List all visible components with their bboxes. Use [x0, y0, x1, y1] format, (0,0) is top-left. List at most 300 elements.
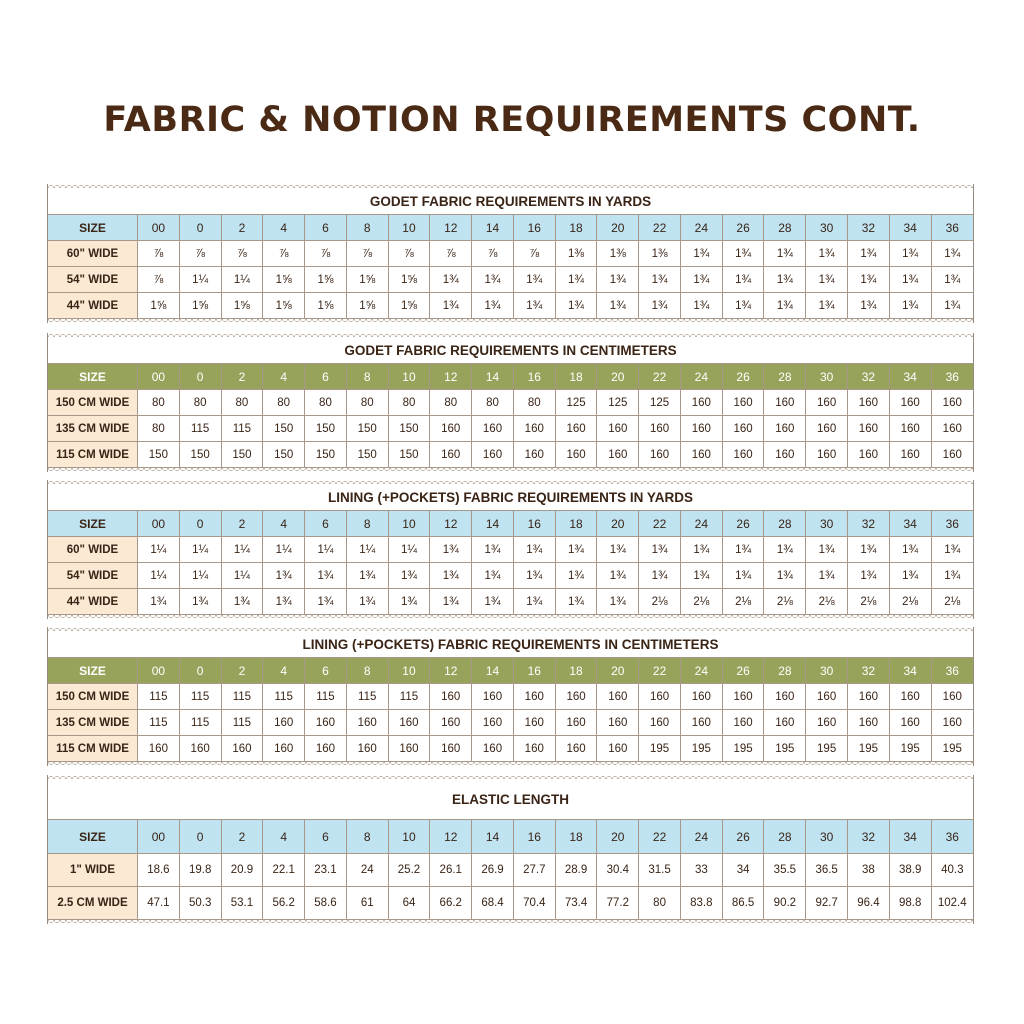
- table-cell: 195: [889, 736, 931, 762]
- table-cell: 160: [680, 416, 722, 442]
- size-header-cell: 22: [639, 364, 681, 390]
- table-cell: 1¾: [848, 293, 890, 319]
- table-cell: 1⅜: [639, 241, 681, 267]
- table-cell: 160: [764, 390, 806, 416]
- size-header-cell: 18: [555, 215, 597, 241]
- table-cell: 160: [680, 684, 722, 710]
- table-cell: 1¼: [138, 563, 180, 589]
- table-cell: 115: [221, 416, 263, 442]
- table-cell: 1¾: [848, 267, 890, 293]
- table-cell: 160: [597, 710, 639, 736]
- table-cell: 160: [430, 684, 472, 710]
- size-header-cell: 24: [680, 511, 722, 537]
- table-cell: 1¾: [388, 589, 430, 615]
- table-cell: 160: [806, 442, 848, 468]
- size-header-cell: 28: [764, 215, 806, 241]
- size-header-cell: 18: [555, 511, 597, 537]
- table-cell: 160: [931, 684, 973, 710]
- table-cell: 1¾: [680, 241, 722, 267]
- table-cell: 160: [722, 442, 764, 468]
- table-cell: 150: [263, 416, 305, 442]
- table-cell: ⅞: [430, 241, 472, 267]
- table-cell: 83.8: [680, 887, 722, 920]
- lining-yards-chart: [47, 480, 974, 619]
- row-label: 2.5 CM WIDE: [48, 887, 138, 920]
- table-cell: ⅞: [138, 267, 180, 293]
- table-cell: 1¾: [764, 293, 806, 319]
- row-label: 115 CM WIDE: [48, 736, 138, 762]
- table-cell: 1¾: [472, 293, 514, 319]
- requirements-table: [48, 657, 973, 762]
- godet-cm-chart: [47, 333, 974, 472]
- table-title: GODET FABRIC REQUIREMENTS IN YARDS: [369, 194, 652, 209]
- size-header-cell: 6: [305, 658, 347, 684]
- table-cell: ⅞: [346, 241, 388, 267]
- table-cell: 1¾: [472, 589, 514, 615]
- table-cell: 77.2: [597, 887, 639, 920]
- table-cell: 160: [764, 710, 806, 736]
- table-cell: 160: [848, 442, 890, 468]
- size-header-cell: 36: [931, 658, 973, 684]
- size-header-cell: 22: [639, 511, 681, 537]
- table-cell: 160: [848, 710, 890, 736]
- table-cell: 2⅛: [889, 589, 931, 615]
- table-cell: 1¾: [931, 293, 973, 319]
- table-cell: 2⅛: [639, 589, 681, 615]
- table-cell: 160: [764, 684, 806, 710]
- table-cell: 115: [179, 684, 221, 710]
- table-cell: 1¾: [764, 267, 806, 293]
- table-cell: 160: [555, 684, 597, 710]
- size-header-cell: 8: [346, 215, 388, 241]
- table-title: GODET FABRIC REQUIREMENTS IN CENTIMETERS: [344, 343, 677, 358]
- table-cell: ⅞: [138, 241, 180, 267]
- table-cell: 80: [513, 390, 555, 416]
- table-cell: ⅞: [472, 241, 514, 267]
- table-cell: ⅞: [513, 241, 555, 267]
- requirements-table: [48, 214, 973, 319]
- table-cell: 160: [555, 416, 597, 442]
- table-cell: 1¾: [138, 589, 180, 615]
- table-cell: 1⅝: [388, 267, 430, 293]
- table-cell: 160: [346, 736, 388, 762]
- size-header-cell: 6: [305, 820, 347, 854]
- table-cell: 160: [722, 710, 764, 736]
- table-cell: 160: [472, 442, 514, 468]
- table-cell: 160: [430, 416, 472, 442]
- table-row: [48, 267, 973, 293]
- table-cell: 18.6: [138, 854, 180, 887]
- size-header-cell: 0: [179, 658, 221, 684]
- table-cell: 150: [388, 442, 430, 468]
- table-cell: 1⅝: [305, 267, 347, 293]
- table-cell: 1¾: [806, 563, 848, 589]
- table-cell: 160: [472, 684, 514, 710]
- size-header-cell: 00: [138, 658, 180, 684]
- table-cell: ⅞: [388, 241, 430, 267]
- table-cell: 58.6: [305, 887, 347, 920]
- table-cell: 160: [597, 684, 639, 710]
- table-cell: 160: [513, 684, 555, 710]
- size-header-cell: 34: [889, 215, 931, 241]
- row-label: 1" WIDE: [48, 854, 138, 887]
- table-cell: 80: [138, 390, 180, 416]
- table-cell: 1¾: [555, 589, 597, 615]
- size-header-cell: 20: [597, 364, 639, 390]
- table-cell: 19.8: [179, 854, 221, 887]
- size-header-cell: 14: [472, 658, 514, 684]
- table-cell: ⅞: [305, 241, 347, 267]
- size-header-cell: 34: [889, 511, 931, 537]
- size-header-cell: 16: [513, 215, 555, 241]
- table-cell: 26.1: [430, 854, 472, 887]
- table-cell: 1¼: [346, 537, 388, 563]
- size-header-cell: 30: [806, 820, 848, 854]
- table-cell: 160: [639, 442, 681, 468]
- table-cell: 92.7: [806, 887, 848, 920]
- size-header-cell: 18: [555, 820, 597, 854]
- size-header-cell: 10: [388, 364, 430, 390]
- row-label: 135 CM WIDE: [48, 710, 138, 736]
- table-cell: 80: [138, 416, 180, 442]
- row-label: 150 CM WIDE: [48, 684, 138, 710]
- table-cell: 2⅛: [680, 589, 722, 615]
- size-header-cell: 6: [305, 511, 347, 537]
- table-cell: 1⅝: [305, 293, 347, 319]
- size-header-cell: 4: [263, 511, 305, 537]
- table-cell: 160: [680, 390, 722, 416]
- table-cell: 1¾: [346, 589, 388, 615]
- table-cell: 25.2: [388, 854, 430, 887]
- table-cell: 150: [179, 442, 221, 468]
- table-cell: 1¾: [555, 537, 597, 563]
- size-header-row: [48, 658, 973, 684]
- table-cell: 86.5: [722, 887, 764, 920]
- table-cell: 195: [931, 736, 973, 762]
- size-header-cell: 2: [221, 215, 263, 241]
- table-cell: 160: [764, 442, 806, 468]
- table-cell: 1¾: [889, 537, 931, 563]
- table-cell: 160: [513, 710, 555, 736]
- size-header-cell: 30: [806, 364, 848, 390]
- size-header-row: [48, 215, 973, 241]
- table-cell: 1¾: [430, 537, 472, 563]
- table-cell: 160: [430, 442, 472, 468]
- table-cell: 160: [806, 390, 848, 416]
- size-header-cell: 14: [472, 511, 514, 537]
- table-cell: 1¾: [848, 241, 890, 267]
- table-cell: 90.2: [764, 887, 806, 920]
- table-cell: 160: [305, 710, 347, 736]
- size-header-cell: 8: [346, 820, 388, 854]
- table-cell: 160: [263, 710, 305, 736]
- table-cell: 160: [931, 416, 973, 442]
- size-header-cell: 2: [221, 364, 263, 390]
- table-cell: 160: [889, 442, 931, 468]
- table-cell: 160: [513, 736, 555, 762]
- size-header-cell: 36: [931, 820, 973, 854]
- table-cell: 1¾: [889, 563, 931, 589]
- row-label: 60" WIDE: [48, 537, 138, 563]
- table-cell: 195: [764, 736, 806, 762]
- table-cell: 1⅝: [346, 267, 388, 293]
- table-cell: 1⅜: [597, 241, 639, 267]
- table-cell: 160: [513, 442, 555, 468]
- table-cell: 160: [555, 442, 597, 468]
- size-header-cell: 24: [680, 820, 722, 854]
- row-label: 135 CM WIDE: [48, 416, 138, 442]
- table-cell: 115: [179, 710, 221, 736]
- table-cell: 1¾: [931, 563, 973, 589]
- size-header-cell: 30: [806, 658, 848, 684]
- table-cell: 115: [305, 684, 347, 710]
- table-cell: 1¾: [597, 589, 639, 615]
- table-row: [48, 537, 973, 563]
- table-cell: 160: [472, 736, 514, 762]
- table-cell: 1¾: [889, 267, 931, 293]
- table-cell: 50.3: [179, 887, 221, 920]
- size-header-cell: 16: [513, 511, 555, 537]
- size-header-cell: 18: [555, 658, 597, 684]
- table-cell: 125: [597, 390, 639, 416]
- table-cell: 1¾: [722, 241, 764, 267]
- table-cell: 1¼: [138, 537, 180, 563]
- table-cell: 1¾: [639, 537, 681, 563]
- table-cell: 1¾: [472, 537, 514, 563]
- table-cell: 160: [931, 710, 973, 736]
- table-cell: 160: [848, 416, 890, 442]
- table-cell: 195: [639, 736, 681, 762]
- table-cell: 195: [806, 736, 848, 762]
- table-cell: 1¾: [680, 293, 722, 319]
- table-cell: 1¾: [680, 267, 722, 293]
- table-cell: 160: [680, 442, 722, 468]
- size-header-cell: 20: [597, 511, 639, 537]
- table-title: LINING (+POCKETS) FABRIC REQUIREMENTS IN CENTIMETERS: [302, 637, 719, 652]
- size-header-cell: 12: [430, 364, 472, 390]
- table-cell: 1¾: [430, 293, 472, 319]
- table-cell: 96.4: [848, 887, 890, 920]
- table-cell: 2⅛: [848, 589, 890, 615]
- table-cell: 80: [221, 390, 263, 416]
- size-header-cell: 00: [138, 511, 180, 537]
- table-cell: 1¾: [597, 267, 639, 293]
- size-header-cell: 32: [848, 215, 890, 241]
- table-cell: 160: [806, 416, 848, 442]
- table-cell: 2⅛: [806, 589, 848, 615]
- table-cell: 1¾: [430, 267, 472, 293]
- size-header-label: SIZE: [48, 658, 138, 684]
- table-cell: 33: [680, 854, 722, 887]
- size-header-cell: 22: [639, 820, 681, 854]
- table-cell: 1⅝: [388, 293, 430, 319]
- size-header-cell: 22: [639, 658, 681, 684]
- table-cell: 1¼: [221, 563, 263, 589]
- table-row: [48, 589, 973, 615]
- table-cell: 160: [639, 416, 681, 442]
- table-cell: 1¾: [639, 267, 681, 293]
- row-label: 44" WIDE: [48, 589, 138, 615]
- table-row: [48, 442, 973, 468]
- table-cell: 160: [555, 710, 597, 736]
- size-header-cell: 34: [889, 364, 931, 390]
- table-cell: 160: [597, 736, 639, 762]
- table-cell: 1¾: [388, 563, 430, 589]
- table-cell: 80: [388, 390, 430, 416]
- size-header-cell: 4: [263, 364, 305, 390]
- table-cell: 160: [806, 710, 848, 736]
- size-header-cell: 14: [472, 820, 514, 854]
- table-cell: 160: [513, 416, 555, 442]
- table-cell: 115: [221, 710, 263, 736]
- table-cell: 1¼: [179, 267, 221, 293]
- table-cell: 160: [430, 710, 472, 736]
- lining-cm-chart: [47, 627, 974, 766]
- table-cell: 1¾: [889, 293, 931, 319]
- table-cell: 1¾: [555, 563, 597, 589]
- table-cell: 160: [305, 736, 347, 762]
- table-cell: 1¾: [764, 563, 806, 589]
- table-cell: 1⅝: [346, 293, 388, 319]
- table-cell: 160: [179, 736, 221, 762]
- table-cell: 80: [430, 390, 472, 416]
- size-header-cell: 0: [179, 511, 221, 537]
- size-header-cell: 2: [221, 820, 263, 854]
- table-cell: 1¾: [806, 241, 848, 267]
- table-cell: 125: [555, 390, 597, 416]
- size-header-label: SIZE: [48, 820, 138, 854]
- size-header-cell: 30: [806, 511, 848, 537]
- row-label: 54" WIDE: [48, 267, 138, 293]
- table-cell: 160: [639, 710, 681, 736]
- size-header-cell: 4: [263, 215, 305, 241]
- table-cell: 1¾: [305, 589, 347, 615]
- size-header-cell: 14: [472, 364, 514, 390]
- table-row: [48, 563, 973, 589]
- table-cell: 1⅝: [221, 293, 263, 319]
- table-cell: 1⅝: [138, 293, 180, 319]
- table-cell: 1⅜: [555, 241, 597, 267]
- table-row: [48, 854, 973, 887]
- table-cell: 150: [305, 442, 347, 468]
- size-header-cell: 24: [680, 215, 722, 241]
- table-cell: 47.1: [138, 887, 180, 920]
- table-cell: 160: [722, 416, 764, 442]
- table-cell: 115: [179, 416, 221, 442]
- size-header-cell: 36: [931, 215, 973, 241]
- size-header-cell: 12: [430, 820, 472, 854]
- table-cell: 160: [472, 416, 514, 442]
- row-label: 60" WIDE: [48, 241, 138, 267]
- size-header-row: [48, 364, 973, 390]
- table-cell: 160: [848, 684, 890, 710]
- size-header-cell: 0: [179, 364, 221, 390]
- table-cell: 1¾: [305, 563, 347, 589]
- table-cell: 22.1: [263, 854, 305, 887]
- size-header-cell: 4: [263, 658, 305, 684]
- table-cell: 160: [764, 416, 806, 442]
- table-cell: 1¾: [806, 537, 848, 563]
- table-cell: 2⅛: [722, 589, 764, 615]
- table-cell: 1¾: [179, 589, 221, 615]
- page-title: FABRIC & NOTION REQUIREMENTS CONT.: [103, 100, 921, 140]
- table-cell: 150: [221, 442, 263, 468]
- table-cell: 80: [179, 390, 221, 416]
- size-header-label: SIZE: [48, 511, 138, 537]
- table-cell: 160: [430, 736, 472, 762]
- size-header-cell: 16: [513, 364, 555, 390]
- table-cell: 27.7: [513, 854, 555, 887]
- size-header-cell: 28: [764, 364, 806, 390]
- table-cell: 115: [138, 684, 180, 710]
- size-header-cell: 8: [346, 658, 388, 684]
- table-cell: 115: [221, 684, 263, 710]
- table-cell: 1¾: [597, 293, 639, 319]
- table-cell: 1¾: [555, 293, 597, 319]
- table-cell: 1¼: [179, 563, 221, 589]
- size-header-cell: 12: [430, 511, 472, 537]
- table-cell: 31.5: [639, 854, 681, 887]
- table-cell: 1¼: [179, 537, 221, 563]
- table-cell: 160: [889, 416, 931, 442]
- table-cell: 35.5: [764, 854, 806, 887]
- requirements-table: [48, 819, 973, 920]
- table-cell: 1¾: [221, 589, 263, 615]
- table-cell: 1¾: [806, 293, 848, 319]
- table-cell: 1¾: [722, 537, 764, 563]
- wavy-border-bottom: [48, 920, 973, 924]
- table-title: LINING (+POCKETS) FABRIC REQUIREMENTS IN YARDS: [328, 490, 693, 505]
- size-header-cell: 22: [639, 215, 681, 241]
- elastic-length-chart: [47, 775, 974, 924]
- table-cell: 1⅝: [263, 267, 305, 293]
- table-cell: 2⅛: [764, 589, 806, 615]
- size-header-cell: 34: [889, 820, 931, 854]
- table-cell: 2⅛: [931, 589, 973, 615]
- table-cell: 160: [722, 390, 764, 416]
- table-cell: 80: [639, 887, 681, 920]
- requirements-table: [48, 510, 973, 615]
- godet-yards-chart: [47, 184, 974, 323]
- size-header-row: [48, 511, 973, 537]
- size-header-cell: 26: [722, 820, 764, 854]
- table-cell: 1¾: [263, 563, 305, 589]
- table-cell: 80: [305, 390, 347, 416]
- table-cell: 1¾: [931, 267, 973, 293]
- size-header-cell: 20: [597, 215, 639, 241]
- table-cell: ⅞: [263, 241, 305, 267]
- table-cell: 1¾: [513, 589, 555, 615]
- row-label: 54" WIDE: [48, 563, 138, 589]
- table-cell: 160: [555, 736, 597, 762]
- table-cell: 195: [848, 736, 890, 762]
- table-cell: 1¾: [513, 563, 555, 589]
- table-cell: 160: [680, 710, 722, 736]
- size-header-cell: 34: [889, 658, 931, 684]
- table-cell: 160: [931, 390, 973, 416]
- table-cell: 1¼: [388, 537, 430, 563]
- table-cell: 1¾: [639, 293, 681, 319]
- table-cell: 1¾: [931, 537, 973, 563]
- table-cell: 1¼: [263, 537, 305, 563]
- size-header-cell: 10: [388, 511, 430, 537]
- table-cell: 150: [263, 442, 305, 468]
- table-cell: 160: [221, 736, 263, 762]
- size-header-label: SIZE: [48, 364, 138, 390]
- table-cell: 1¾: [555, 267, 597, 293]
- size-header-cell: 10: [388, 658, 430, 684]
- table-cell: 36.5: [806, 854, 848, 887]
